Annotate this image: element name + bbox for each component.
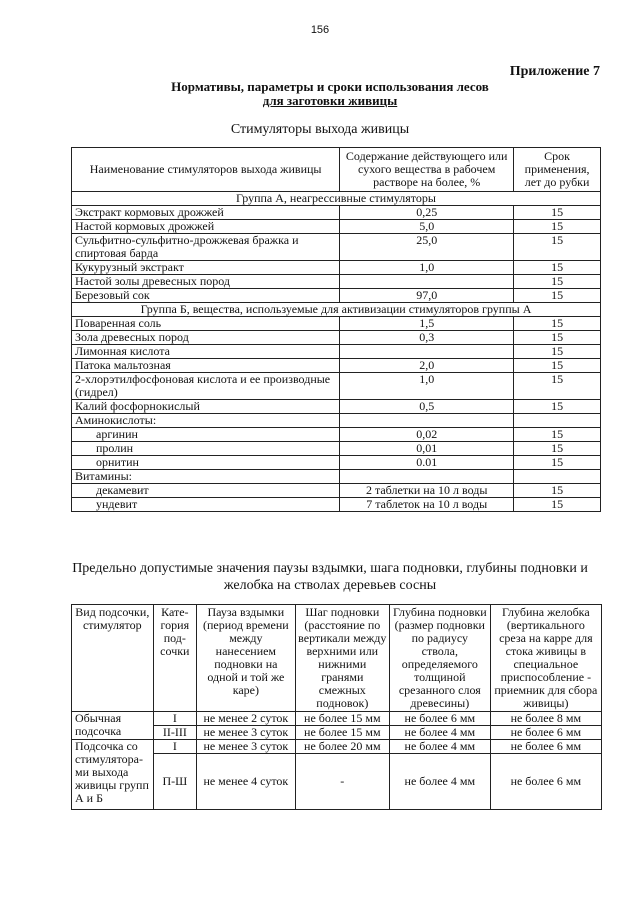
stimulator-term: 15: [514, 289, 601, 303]
table-row: [72, 456, 601, 470]
stimulator-term: 15: [514, 261, 601, 275]
depth: не более 6 мм: [389, 712, 490, 726]
table-row: [72, 498, 601, 512]
stimulator-content: 2 таблетки на 10 л воды: [340, 484, 514, 498]
stimulator-content: 0,01: [340, 442, 514, 456]
stimulator-name: Патока мальтозная: [72, 359, 340, 373]
stimulator-term: 15: [514, 484, 601, 498]
stimulator-term: 15: [514, 373, 601, 400]
stimulator-name: декамевит: [72, 484, 340, 498]
stimulator-content: [340, 275, 514, 289]
stimulator-term: 15: [514, 359, 601, 373]
table-row: [72, 442, 601, 456]
table-row: [72, 234, 601, 261]
page-number: 156: [310, 24, 330, 36]
header-type: Вид подсочки, стимулятор: [72, 605, 154, 712]
stimulator-term: 15: [514, 317, 601, 331]
table-row: [72, 414, 601, 428]
stimulator-content: [340, 345, 514, 359]
section2-title: Предельно допустимые значения паузы вздымки, шага подновки, глубины подновки и желобка на стволах деревьев сосны: [72, 561, 588, 593]
table-row: [72, 275, 601, 289]
depth: не более 4 мм: [389, 740, 490, 754]
table-row: [72, 359, 601, 373]
appendix-label: Приложение 7: [509, 64, 600, 79]
table-row: [72, 289, 601, 303]
pause: не менее 4 суток: [197, 754, 296, 810]
table-row: [72, 428, 601, 442]
table-row: [72, 345, 601, 359]
stimulator-term: 15: [514, 442, 601, 456]
step: не более 20 мм: [295, 740, 389, 754]
table-row: [72, 331, 601, 345]
stimulator-name: Зола древесных пород: [72, 331, 340, 345]
stimulator-term: 15: [514, 456, 601, 470]
groove: не более 6 мм: [490, 740, 601, 754]
stimulator-term: 15: [514, 428, 601, 442]
header-depth: Глубина подновки (размер подновки по радиусу ствола, определяемого толщиной срезанного слоя древесины): [389, 605, 490, 712]
stimulator-content: 1,5: [340, 317, 514, 331]
groove: не более 6 мм: [490, 726, 601, 740]
header-step: Шаг подновки (расстояние по вертикали между верхними или нижними гранями смежных подновок): [295, 605, 389, 712]
stimulator-term: 15: [514, 331, 601, 345]
stimulator-content: 0,5: [340, 400, 514, 414]
category: I: [153, 712, 196, 726]
pause: не менее 3 суток: [197, 740, 296, 754]
document-title: [70, 80, 590, 108]
stimulator-name: Сульфитно-сульфитно-дрожжевая бражка и спиртовая барда: [72, 234, 340, 261]
stimulator-name: Березовый сок: [72, 289, 340, 303]
step: не более 15 мм: [295, 712, 389, 726]
stimulators-table: [71, 147, 601, 512]
stimulator-content: 97,0: [340, 289, 514, 303]
category: I: [153, 740, 196, 754]
group-row: [72, 192, 601, 206]
table-row: [72, 400, 601, 414]
stimulator-name: Калий фосфорнокислый: [72, 400, 340, 414]
tapping-limits-table: [71, 604, 602, 810]
vitamins-label: Витамины:: [72, 470, 340, 484]
step: не более 15 мм: [295, 726, 389, 740]
stimulator-content: 25,0: [340, 234, 514, 261]
depth: не более 4 мм: [389, 754, 490, 810]
step: -: [295, 754, 389, 810]
header-content: Содержание действующего или сухого вещества в рабочем растворе на более, %: [340, 148, 514, 192]
table-row: [72, 470, 601, 484]
stimulator-name: Поваренная соль: [72, 317, 340, 331]
stimulator-content: 2,0: [340, 359, 514, 373]
stimulator-term: 15: [514, 275, 601, 289]
pause: не менее 2 суток: [197, 712, 296, 726]
table-header-row: [72, 605, 602, 712]
stimulator-content: 0,25: [340, 206, 514, 220]
depth: не более 4 мм: [389, 726, 490, 740]
group-a-label: Группа А, неагрессивные стимуляторы: [72, 192, 601, 206]
stimulator-term: 15: [514, 206, 601, 220]
groove: не более 8 мм: [490, 712, 601, 726]
stimulator-term: 15: [514, 498, 601, 512]
pause: не менее 3 суток: [197, 726, 296, 740]
header-groove: Глубина желобка (вертикального среза на карре для стока живицы в специальное приспособление - приемник для сбора живицы): [490, 605, 601, 712]
stimulator-term: 15: [514, 345, 601, 359]
amino-acids-label: Аминокислоты:: [72, 414, 340, 428]
stimulator-name: Лимонная кислота: [72, 345, 340, 359]
stimulator-content: 5,0: [340, 220, 514, 234]
table-row: [72, 261, 601, 275]
table-row: [72, 206, 601, 220]
title-line-1: Нормативы, параметры и сроки использования лесов: [171, 79, 489, 94]
stimulator-name: 2-хлорэтилфосфоновая кислота и ее производные (гидрел): [72, 373, 340, 400]
stimulator-name: Экстракт кормовых дрожжей: [72, 206, 340, 220]
title-line-2: для заготовки живицы: [262, 93, 398, 108]
table-header-row: [72, 148, 601, 192]
stimulator-term: 15: [514, 400, 601, 414]
header-category: Кате-гория под-сочки: [153, 605, 196, 712]
table-row: [72, 484, 601, 498]
header-name: Наименование стимуляторов выхода живицы: [72, 148, 340, 192]
stimulator-name: пролин: [72, 442, 340, 456]
stimulator-name: Кукурузный экстракт: [72, 261, 340, 275]
header-term: Срок применения, лет до рубки: [514, 148, 601, 192]
stimulator-content: 1,0: [340, 261, 514, 275]
stimulator-name: орнитин: [72, 456, 340, 470]
stimulator-name: ундевит: [72, 498, 340, 512]
stimulator-term: 15: [514, 220, 601, 234]
tapping-type: Подсочка со стимулятора-ми выхода живицы групп А и Б: [72, 740, 154, 810]
table-row: [72, 317, 601, 331]
table-row: [72, 373, 601, 400]
table-row: [72, 220, 601, 234]
stimulator-name: Настой кормовых дрожжей: [72, 220, 340, 234]
group-row: [72, 303, 601, 317]
stimulator-content: 0,3: [340, 331, 514, 345]
stimulator-name: аргинин: [72, 428, 340, 442]
category: II-III: [153, 726, 196, 740]
table-row: [72, 740, 602, 754]
group-b-label: Группа Б, вещества, используемые для активизации стимуляторов группы А: [72, 303, 601, 317]
stimulator-content: 0.01: [340, 456, 514, 470]
header-pause: Пауза вздымки (период времени между нанесением подновки на одной и той же каре): [197, 605, 296, 712]
tapping-type: Обычная подсочка: [72, 712, 154, 740]
stimulator-content: 7 таблеток на 10 л воды: [340, 498, 514, 512]
stimulator-content: 0,02: [340, 428, 514, 442]
table1-subtitle: Стимуляторы выхода живицы: [230, 122, 410, 137]
stimulator-term: 15: [514, 234, 601, 261]
stimulator-content: 1,0: [340, 373, 514, 400]
groove: не более 6 мм: [490, 754, 601, 810]
table-row: [72, 712, 602, 726]
category: П-Ш: [153, 754, 196, 810]
stimulator-name: Настой золы древесных пород: [72, 275, 340, 289]
